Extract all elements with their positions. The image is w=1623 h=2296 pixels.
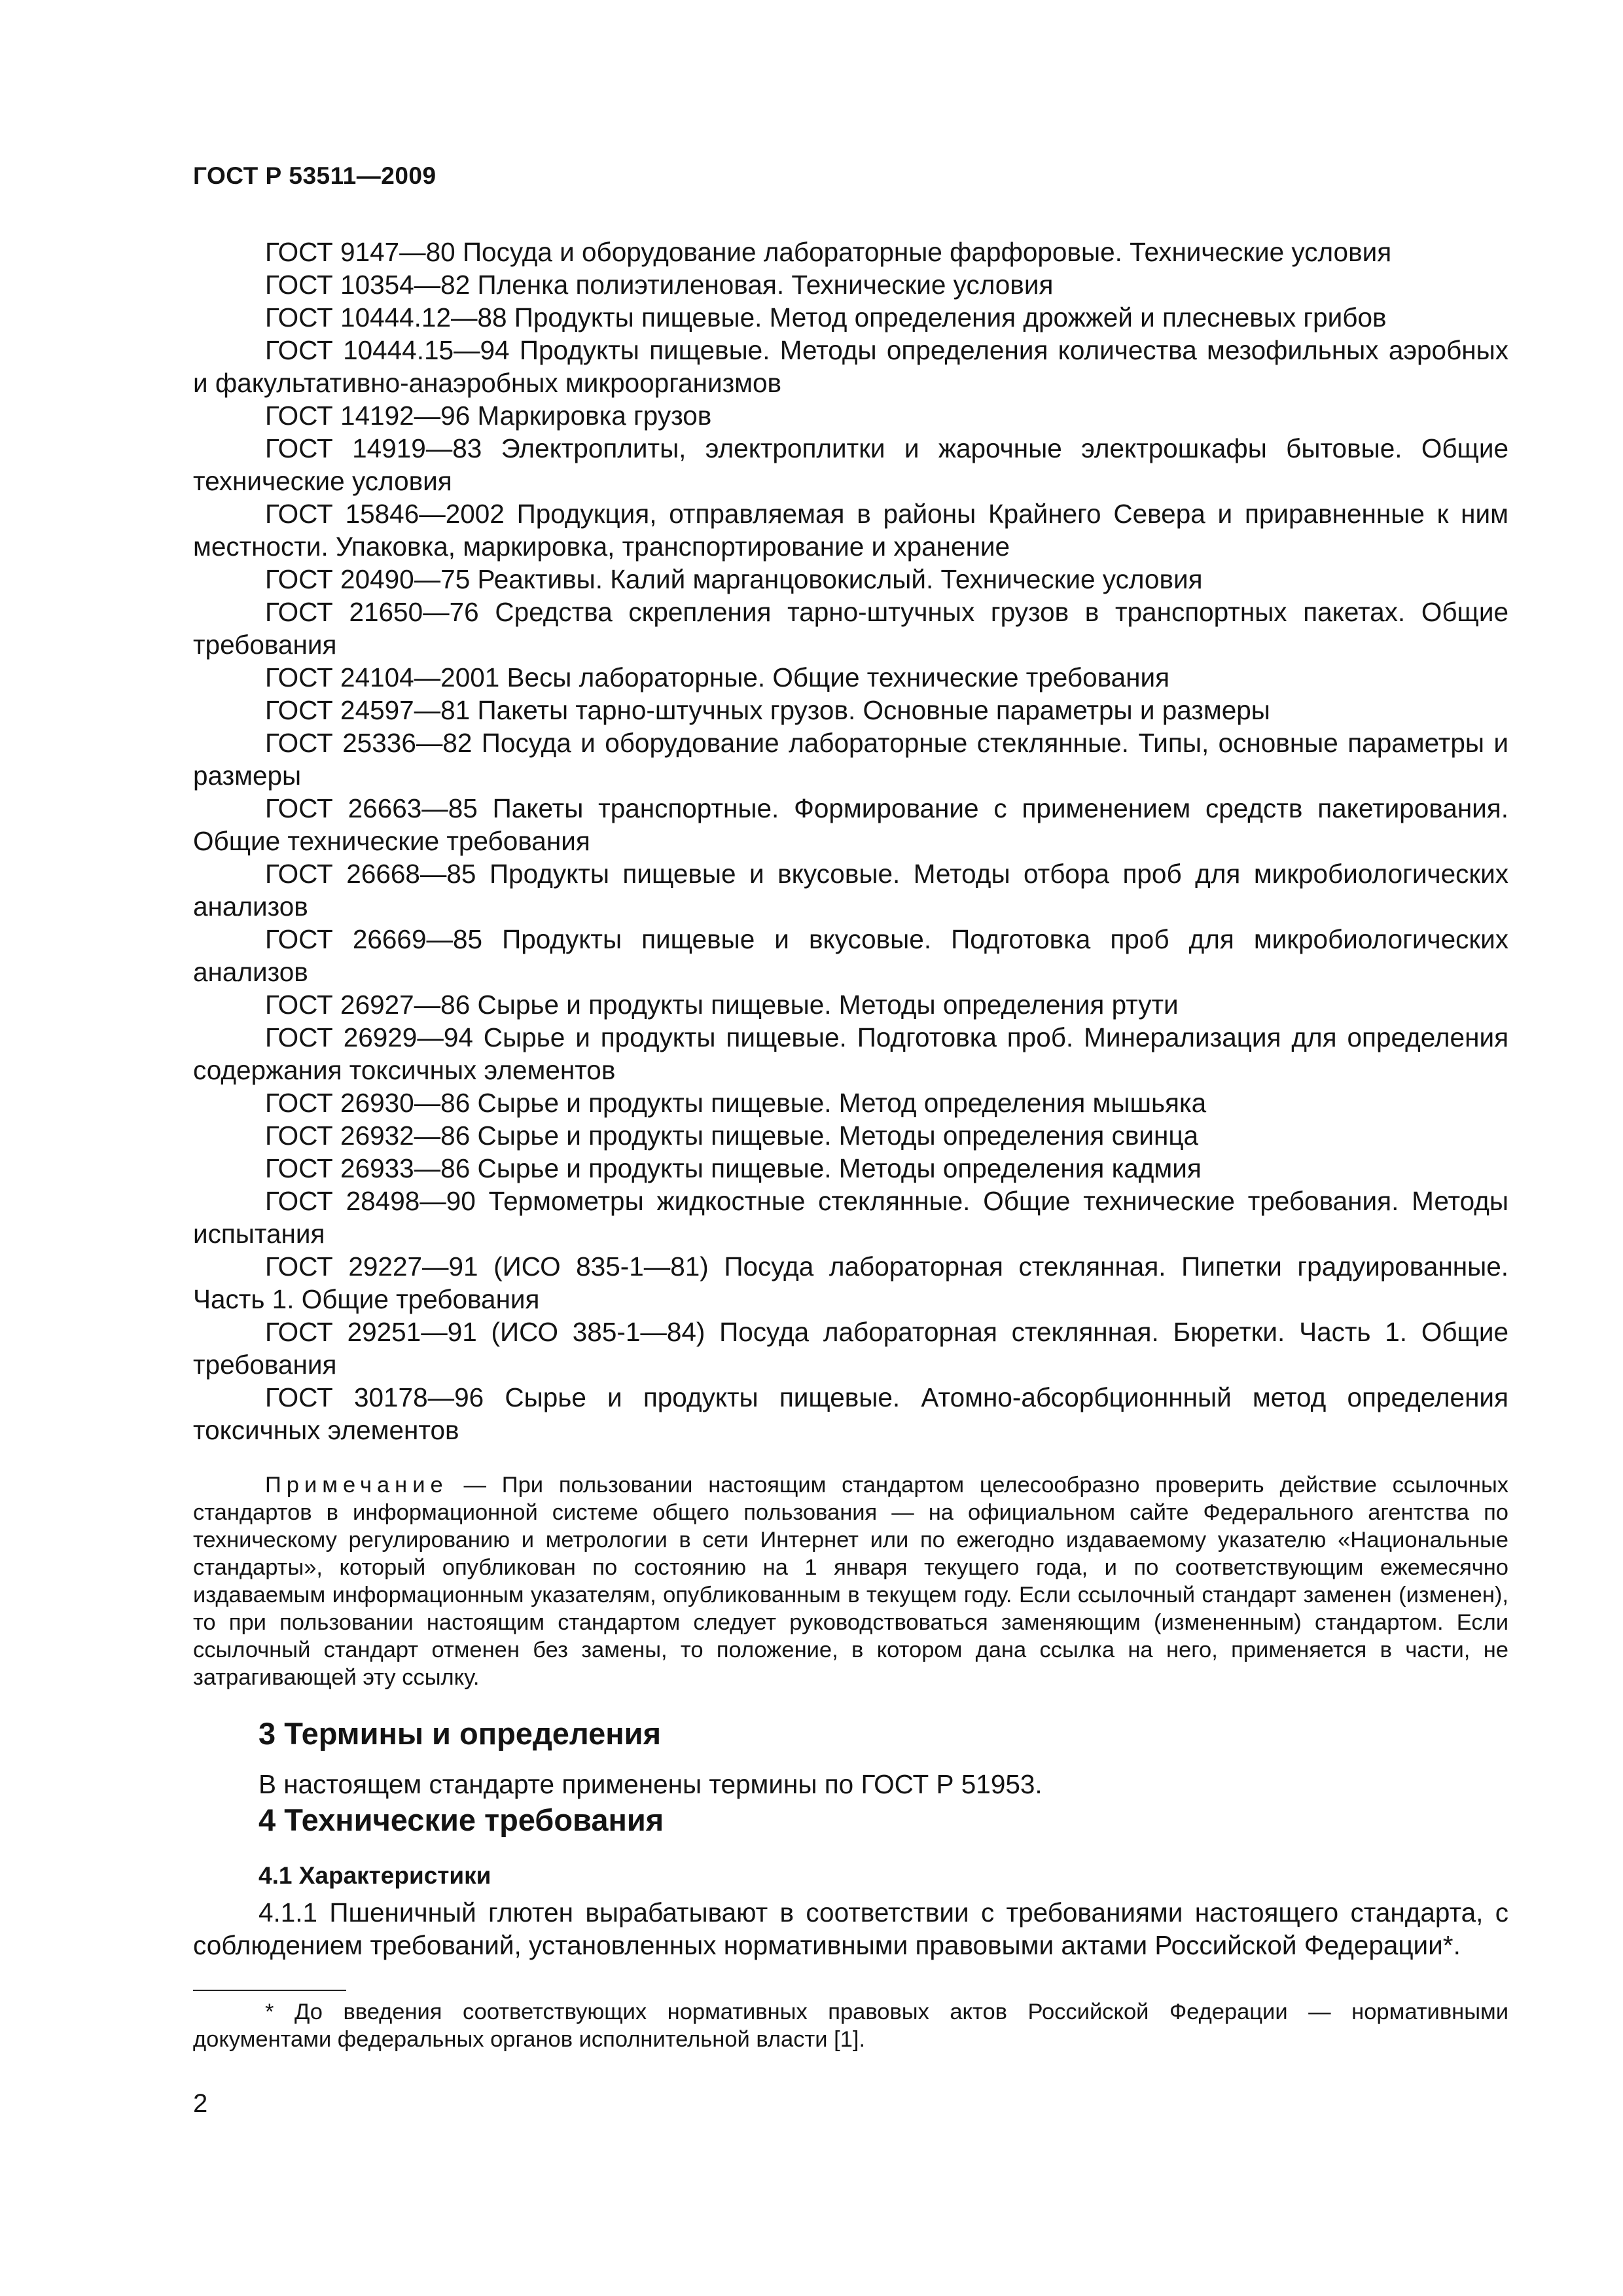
reference-item: ГОСТ 26668—85 Продукты пищевые и вкусовые. Методы отбора проб для микробиологических анализов: [193, 859, 1508, 922]
reference-item: ГОСТ 26669—85 Продукты пищевые и вкусовые. Подготовка проб для микробиологических анализов: [193, 924, 1508, 987]
reference-item: ГОСТ 29251—91 (ИСО 385-1—84) Посуда лабораторная стеклянная. Бюретки. Часть 1. Общие требования: [193, 1317, 1508, 1380]
reference-item: ГОСТ 26663—85 Пакеты транспортные. Формирование с применением средств пакетирования. Общие технические требования: [193, 793, 1508, 856]
page-number: 2: [193, 2089, 208, 2118]
note-text: — При пользовании настоящим стандартом целесообразно проверить действие ссылочных стандартов в информационной системе общего пользования — на официальном сайте Федерального агентства по техническому регулированию и метрологии в сети Интернет или по ежегодно издаваемому указателю «Национальные стандарты», который опубликован по состоянию на 1 января текущего года, и по соответствующим ежемесячно издаваемым информационным указателям, опубликованным в текущем году. Если ссылочный стандарт заменен (изменен), то при пользовании настоящим стандартом следует руководствоваться заменяющим (измененным) стандартом. Если ссылочный стандарт отменен без замены, то положение, в котором дана ссылка на него, применяется в части, не затрагивающей эту ссылку.: [193, 1473, 1508, 1690]
section-3-heading: 3 Термины и определения: [259, 1715, 661, 1751]
reference-item: ГОСТ 10444.12—88 Продукты пищевые. Метод определения дрожжей и плесневых грибов: [265, 302, 1387, 332]
section-3-text: В настоящем стандарте применены термины по ГОСТ Р 51953.: [259, 1768, 1043, 1799]
reference-item: ГОСТ 28498—90 Термометры жидкостные стеклянные. Общие технические требования. Методы испытания: [193, 1186, 1508, 1249]
page-content: [193, 236, 1508, 1962]
reference-item: ГОСТ 14919—83 Электроплиты, электроплитки и жарочные электрошкафы бытовые. Общие технические условия: [193, 433, 1508, 496]
reference-item: ГОСТ 10444.15—94 Продукты пищевые. Методы определения количества мезофильных аэробных и факультативно-анаэробных микроорганизмов: [193, 335, 1508, 398]
reference-item: ГОСТ 26929—94 Сырье и продукты пищевые. Подготовка проб. Минерализация для определения содержания токсичных элементов: [193, 1022, 1508, 1085]
section-4-heading: 4 Технические требования: [259, 1802, 664, 1837]
reference-item: ГОСТ 26930—86 Сырье и продукты пищевые. Метод определения мышьяка: [265, 1088, 1207, 1118]
reference-item: ГОСТ 15846—2002 Продукция, отправляемая в районы Крайнего Севера и приравненные к ним местности. Упаковка, маркировка, транспортирование и хранение: [193, 499, 1508, 562]
reference-item: ГОСТ 14192—96 Маркировка грузов: [265, 401, 712, 431]
reference-item: ГОСТ 26927—86 Сырье и продукты пищевые. Методы определения ртути: [265, 990, 1179, 1020]
footnote: * До введения соответствующих нормативных правовых актов Российской Федерации — нормативными документами федеральных органов исполнительной власти [1].: [193, 2000, 1508, 2052]
reference-item: ГОСТ 26933—86 Сырье и продукты пищевые. Методы определения кадмия: [265, 1153, 1202, 1183]
reference-item: ГОСТ 21650—76 Средства скрепления тарно-штучных грузов в транспортных пакетах. Общие требования: [193, 597, 1508, 660]
reference-item: ГОСТ 30178—96 Сырье и продукты пищевые. Атомно-абсорбционнный метод определения токсичных элементов: [193, 1382, 1508, 1445]
document-header: ГОСТ Р 53511—2009: [193, 162, 437, 189]
footnote-divider: [193, 1990, 346, 1991]
reference-item: ГОСТ 10354—82 Пленка полиэтиленовая. Технические условия: [265, 270, 1054, 300]
subsection-4-1-heading: 4.1 Характеристики: [259, 1861, 491, 1889]
reference-item: ГОСТ 24104—2001 Весы лабораторные. Общие технические требования: [265, 662, 1170, 692]
reference-item: ГОСТ 24597—81 Пакеты тарно-штучных грузов. Основные параметры и размеры: [265, 695, 1270, 725]
normative-references-list: [193, 236, 1508, 1446]
reference-item: ГОСТ 29227—91 (ИСО 835-1—81) Посуда лабораторная стеклянная. Пипетки градуированные. Часть 1. Общие требования: [193, 1251, 1508, 1314]
reference-item: ГОСТ 9147—80 Посуда и оборудование лабораторные фарфоровые. Технические условия: [265, 237, 1392, 267]
reference-item: ГОСТ 20490—75 Реактивы. Калий марганцовокислый. Технические условия: [265, 564, 1203, 594]
note-label: Примечание: [265, 1473, 448, 1498]
clause-4-1-1-text: 4.1.1 Пшеничный глютен вырабатывают в соответствии с требованиями настоящего стандарта, с соблюдением требований, установленных нормативными правовыми актами Российской Федерации*.: [193, 1897, 1508, 1960]
reference-item: ГОСТ 26932—86 Сырье и продукты пищевые. Методы определения свинца: [265, 1121, 1199, 1151]
reference-item: ГОСТ 25336—82 Посуда и оборудование лабораторные стеклянные. Типы, основные параметры и размеры: [193, 728, 1508, 791]
note-paragraph: [193, 1471, 1508, 1691]
